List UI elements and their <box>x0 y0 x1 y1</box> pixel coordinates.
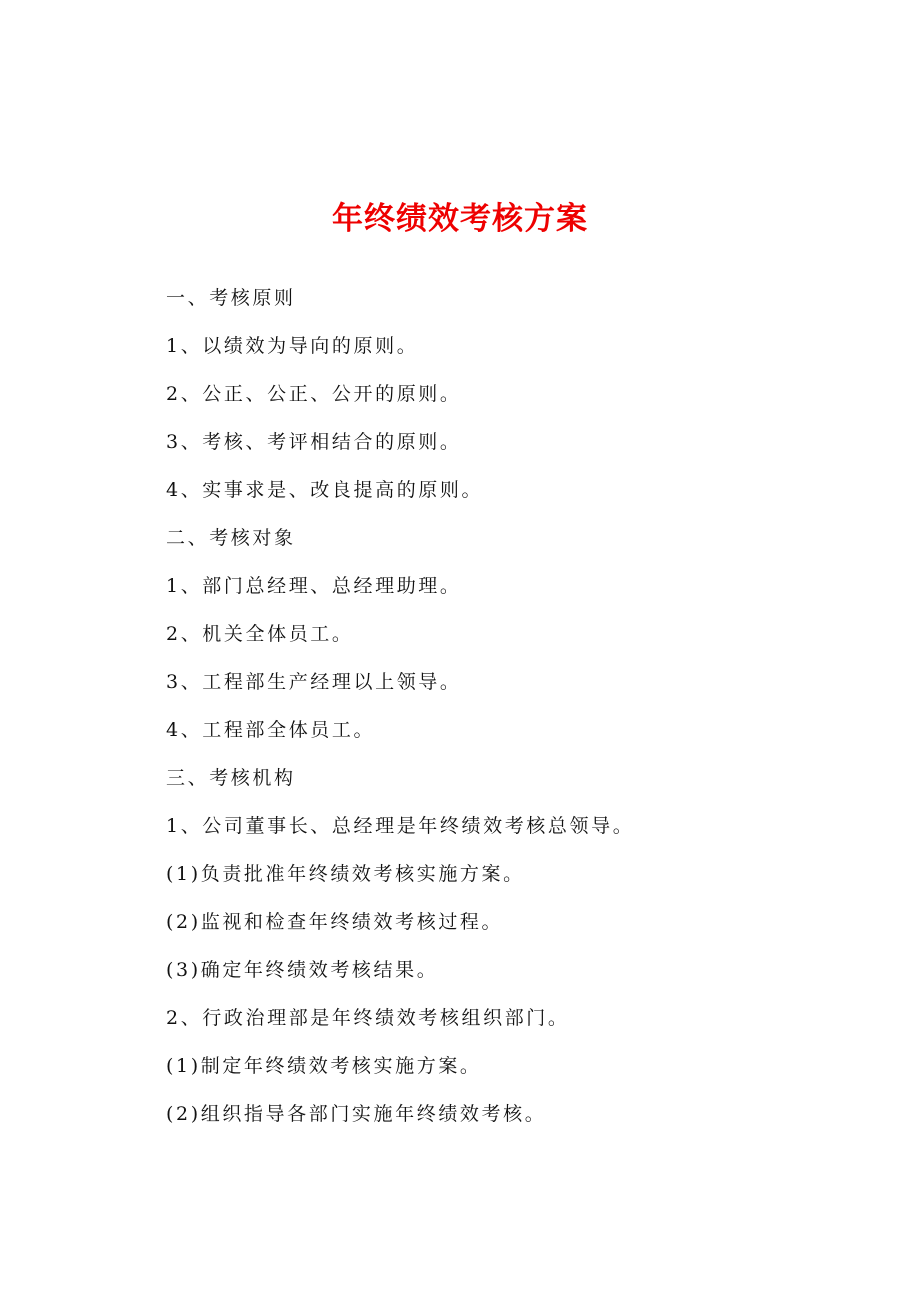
document-body <box>166 274 866 1138</box>
list-item: 2、公正、公正、公开的原则。 <box>166 383 462 405</box>
list-item: 3、工程部生产经理以上领导。 <box>166 671 462 693</box>
list-item: 3、考核、考评相结合的原则。 <box>166 431 462 453</box>
list-item: 1、部门总经理、总经理助理。 <box>166 575 462 597</box>
sub-list-item: (2)组织指导各部门实施年终绩效考核。 <box>166 1103 547 1125</box>
section-heading: 三、考核机构 <box>166 767 296 789</box>
list-item: 1、公司董事长、总经理是年终绩效考核总领导。 <box>166 815 635 837</box>
list-item: 4、实事求是、改良提高的原则。 <box>166 479 484 501</box>
section-heading: 一、考核原则 <box>166 287 296 309</box>
sub-list-item: (1)制定年终绩效考核实施方案。 <box>166 1055 482 1077</box>
sub-list-item: (1)负责批准年终绩效考核实施方案。 <box>166 863 525 885</box>
document-title: 年终绩效考核方案 <box>332 201 588 237</box>
sub-list-item: (3)确定年终绩效考核结果。 <box>166 959 439 981</box>
section-heading: 二、考核对象 <box>166 527 296 549</box>
list-item: 2、机关全体员工。 <box>166 623 354 645</box>
list-item: 1、以绩效为导向的原则。 <box>166 335 419 357</box>
list-item: 4、工程部全体员工。 <box>166 719 376 741</box>
sub-list-item: (2)监视和检查年终绩效考核过程。 <box>166 911 504 933</box>
list-item: 2、行政治理部是年终绩效考核组织部门。 <box>166 1007 570 1029</box>
